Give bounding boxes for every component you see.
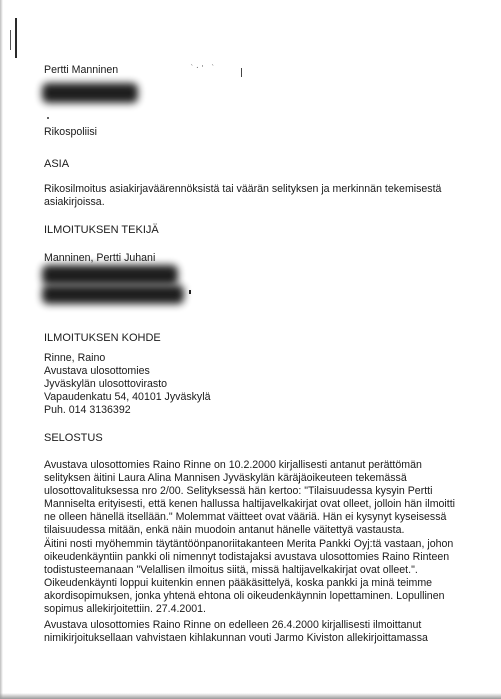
kohde-line: Puh. 014 3136392 [44,403,131,416]
paragraph-line: ne olleen hänellä itsellään." Molemmat väitteet ovat vääriä. Hän ei kysynyt kyseisessä [44,510,447,523]
paragraph-line: Manniselta erityisesti, että kenen hallussa haltijavelkakirjat ovat olleet, jolloin hän ilmoitti [44,497,456,510]
asia-heading: ASIA [44,158,70,170]
author-name: Pertti Manninen [44,64,119,76]
kohde-heading: ILMOITUKSEN KOHDE [44,332,161,344]
scan-edge [0,0,3,699]
scan-mark [15,18,17,58]
paragraph-line: oikeudenkäyntiin pankki oli nimennyt todistajaksi avustava ulosottomies Raino Rinteen [44,550,450,563]
paragraph-line: Oikeudenkäynti loppui kuitenkin ennen pääkäsittelyä, koska pankki ja minä teimme [44,576,433,589]
paragraph-1 [44,459,464,536]
paragraph-line: todistusteemanaan "Velallisen ilmoitus siitä, missä haltijavelkakirjat ovat olleet.". [44,563,418,576]
paragraph-line: ulosottovalituksessa nro 2/00. Selityksessä hän kertoo: "Tilaisuudessa kysyin Pertti [44,484,433,497]
paragraph-line: tilaisuudessa mitään, enkä näin muodoin antanut hänelle väitettyä vastausta. [44,523,405,536]
paragraph-line: akordisopimuksen, jonka yhtenä ehtona oli oikeudenkäynnin lopettaminen. Lopullinen [44,589,445,602]
paragraph-line: sopimus allekirjoitettiin. 27.4.2001. [44,602,206,615]
kohde-line: Vapaudenkatu 54, 40101 Jyväskylä [44,390,211,403]
paragraph-line: Avustava ulosottomies Raino Rinne on 10.2.2000 kirjallisesti antanut perättömän [44,459,422,471]
paragraph-line: Avustava ulosottomies Raino Rinne on edelleen 26.4.2000 kirjallisesti ilmoittanut [44,619,422,631]
kohde-line: Avustava ulosottomies [44,364,150,377]
stamp-smudge: `·' ` [190,64,217,72]
stamp-tick [241,68,242,77]
asia-line: asiakirjoissa. [44,195,105,208]
recipient: Rikospoliisi [44,126,97,138]
asia-text [44,183,464,209]
tekija-heading: ILMOITUKSEN TEKIJÄ [44,224,159,236]
paragraph-line: nimikirjoituksellaan vahvistaen kihlakunnan vouti Jarmo Kiviston allekirjoittamassa [44,631,428,644]
tekija-name: Manninen, Pertti Juhani [44,252,156,264]
redaction-block [42,265,178,285]
speck [47,117,49,119]
kohde-line: Rinne, Raino [44,352,106,364]
selostus-heading: SELOSTUS [44,432,103,444]
scan-edge-bottom [0,693,501,699]
kohde-line: Jyväskylän ulosottovirasto [44,377,168,390]
paragraph-2 [44,538,464,615]
redaction-block [42,83,138,103]
paragraph-3 [44,619,464,645]
speck [189,290,191,294]
redaction-block [42,285,184,304]
asia-line: Rikosilmoitus asiakirjaväärennöksistä tai väärän selityksen ja merkinnän tekemisestä [44,183,442,195]
paragraph-line: Äitini nosti myöhemmin täytäntöönpanoriitakanteen Merita Pankki Oyj:tä vastaan, johon [44,538,454,550]
kohde-details [44,352,464,417]
scan-mark-secondary [10,30,11,50]
paragraph-line: selityksen äitini Laura Alina Mannisen Jyväskylän käräjäoikeuteen tekemässä [44,471,407,484]
